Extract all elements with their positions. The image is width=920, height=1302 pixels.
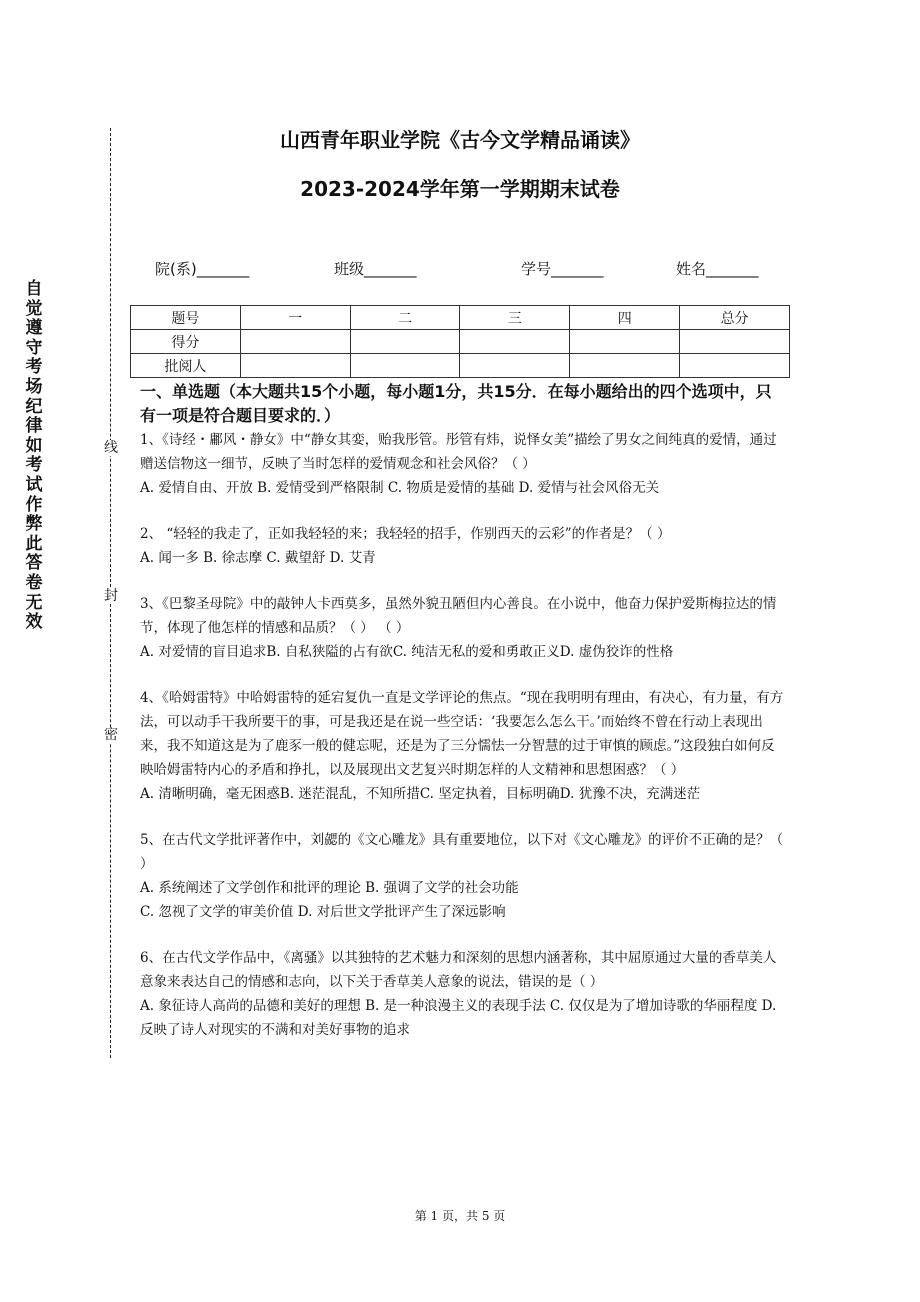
score-cell (240, 330, 350, 354)
question-options: C. 忽视了文学的审美价值 D. 对后世文学批评产生了深远影响 (140, 904, 506, 920)
header-cell: 一 (240, 306, 350, 330)
question-item (140, 828, 785, 924)
reviewer-cell (240, 354, 350, 378)
question-stem: 6、在古代文学作品中，《离骚》以其独特的艺术魅力和深刻的思想内涵著称，其中屈原通过大量的香草美人意象来表达自己的情感和志向，以下关于香草美人意象的说法，错误的是（ ） (140, 950, 777, 990)
exam-content (140, 380, 785, 1042)
header-cell: 四 (570, 306, 680, 330)
question-options: A. 系统阐述了文学创作和批评的理论 B. 强调了文学的社会功能 (140, 880, 519, 896)
question-options: A. 对爱情的盲目追求B. 自私狭隘的占有欲C. 纯洁无私的爱和勇敢正义D. 虚伪狡诈的性格 (140, 644, 674, 660)
score-row-label: 得分 (131, 330, 241, 354)
name-field: 姓名_______ (676, 260, 759, 278)
header-cell: 题号 (131, 306, 241, 330)
question-options: A. 象征诗人高尚的品德和美好的理想 B. 是一种浪漫主义的表现手法 C. 仅仅是为了增加诗歌的华丽程度 D. 反映了诗人对现实的不满和对美好事物的追求 (140, 998, 777, 1038)
header-cell: 总分 (680, 306, 790, 330)
student-id-field: 学号_______ (521, 260, 604, 278)
exam-rules-notice: 自觉遵守考场纪律如考试作弊此答卷无效 (25, 279, 43, 633)
question-options: A. 爱情自由、开放 B. 爱情受到严格限制 C. 物质是爱情的基础 D. 爱情与社会风俗无关 (140, 480, 660, 496)
dept-field: 院(系)_______ (155, 260, 250, 278)
reviewer-row-label: 批阅人 (131, 354, 241, 378)
page-footer: 第 1 页，共 5 页 (414, 1209, 506, 1223)
reviewer-cell (570, 354, 680, 378)
exam-title: 山西青年职业学院《古今文学精品诵读》 (280, 128, 640, 152)
question-item (140, 686, 785, 806)
exam-subtitle: 2023-2024学年第一学期期末试卷 (300, 177, 620, 201)
score-row (131, 330, 790, 354)
question-list (140, 428, 785, 1042)
score-cell (350, 330, 460, 354)
question-options: A. 闻一多 B. 徐志摩 C. 戴望舒 D. 艾青 (140, 550, 376, 566)
score-table-header-row (131, 306, 790, 330)
question-item (140, 592, 785, 664)
section-heading: 一、单选题（本大题共15个小题，每小题1分，共15分．在每小题给出的四个选项中，只有一项是符合题目要求的．） (140, 382, 772, 425)
header-cell: 二 (350, 306, 460, 330)
question-stem: 1、《诗经・鄘风・静女》中“静女其娈，贻我彤管。彤管有炜，说怿女美”描绘了男女之间纯真的爱情，通过赠送信物这一细节，反映了当时怎样的爱情观念和社会风俗？（ ） (140, 432, 777, 472)
cut-label-secret: 密 (104, 727, 118, 743)
reviewer-cell (460, 354, 570, 378)
reviewer-row (131, 354, 790, 378)
score-cell (570, 330, 680, 354)
cut-label-seal: 封 (104, 588, 118, 604)
reviewer-cell (350, 354, 460, 378)
question-stem: 4、《哈姆雷特》中哈姆雷特的延宕复仇一直是文学评论的焦点。“现在我明明有理由，有决心，有力量，有方法，可以动手干我所要干的事，可是我还是在说一些空话：‘我要怎么怎么干。’而始终不曾在行动上表现出来，我不知道这是为了鹿豕一般的健忘呢，还是为了三分懦怯一分智慧的过于审慎的顾虑。”这段独白如何反映哈姆雷特内心的矛盾和挣扎，以及展现出文艺复兴时期怎样的人文精神和思想困惑？（ ） (140, 690, 784, 778)
question-options: A. 清晰明确，毫无困惑B. 迷茫混乱，不知所措C. 坚定执着，目标明确D. 犹豫不决，充满迷茫 (140, 786, 701, 802)
question-item (140, 428, 785, 500)
question-stem: 2、 “轻轻的我走了，正如我轻轻的来；我轻轻的招手，作别西天的云彩”的作者是？（ ） (140, 526, 671, 542)
score-cell (680, 330, 790, 354)
question-stem: 5、在古代文学批评著作中，刘勰的《文心雕龙》具有重要地位，以下对《文心雕龙》的评价不正确的是？（ ） (140, 832, 784, 872)
question-item (140, 522, 785, 570)
question-stem: 3、《巴黎圣母院》中的敲钟人卡西莫多，虽然外貌丑陋但内心善良。在小说中，他奋力保护爱斯梅拉达的情节，体现了他怎样的情感和品质？（ ） （ ） (140, 596, 777, 636)
class-field: 班级_______ (334, 260, 417, 278)
score-table (130, 305, 790, 378)
score-cell (460, 330, 570, 354)
cut-label-line: 线 (104, 440, 118, 456)
question-item (140, 946, 785, 1042)
reviewer-cell (680, 354, 790, 378)
header-cell: 三 (460, 306, 570, 330)
